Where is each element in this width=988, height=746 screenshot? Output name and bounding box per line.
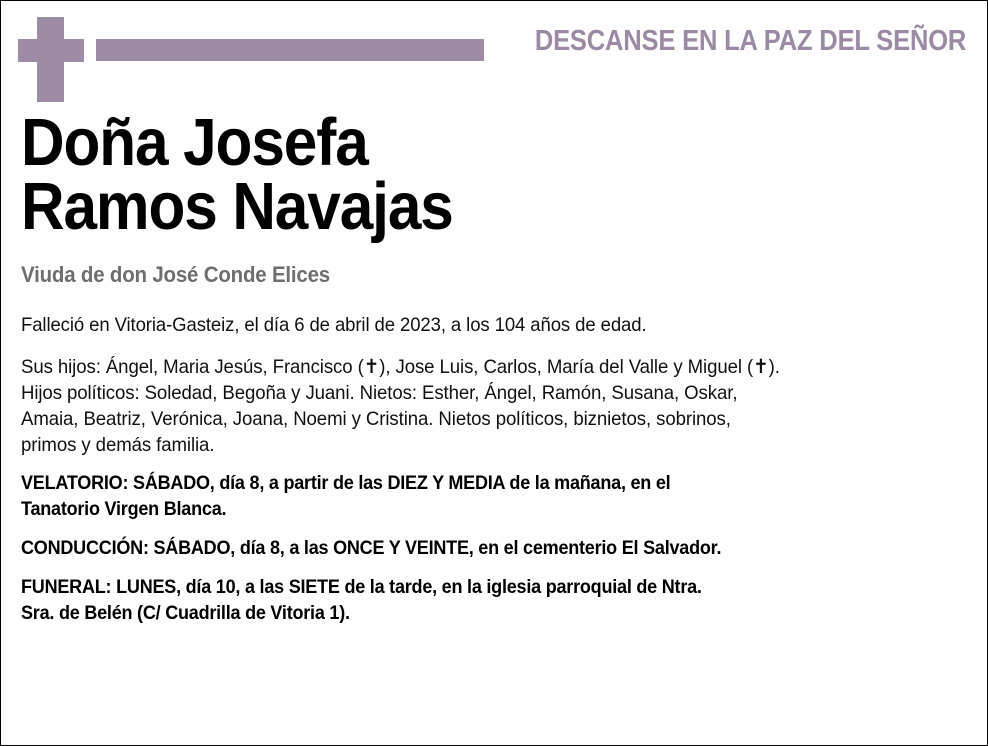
event-line: FUNERAL: LUNES, día 10, a las SIETE de la tarde, en la iglesia parroquial de Ntra. <box>21 575 702 598</box>
header-banner-text: DESCANSE EN LA PAZ DEL SEÑOR <box>534 25 966 57</box>
cross-horizontal-bar <box>18 39 84 62</box>
event-funeral <box>21 575 967 627</box>
notice-body <box>1 105 987 745</box>
event-line: CONDUCCIÓN: SÁBADO, día 8, a las ONCE Y VEINTE, en el cementerio El Salvador. <box>21 536 722 559</box>
spouse-line: Viuda de don José Conde Elices <box>21 261 330 287</box>
event-line: Sra. de Belén (C/ Cuadrilla de Vitoria 1). <box>21 601 350 624</box>
notice-header <box>1 1 987 105</box>
header-accent-rule <box>96 39 484 61</box>
event-velatorio <box>21 471 967 523</box>
family-line: primos y demás familia. <box>21 434 215 456</box>
deceased-name-line-2: Ramos Navajas <box>21 169 453 245</box>
death-announcement: Falleció en Vitoria-Gasteiz, el día 6 de abril de 2023, a los 104 años de edad. <box>21 313 647 336</box>
deceased-name <box>21 105 872 245</box>
event-line: Tanatorio Virgen Blanca. <box>21 498 227 521</box>
family-line: Hijos políticos: Soledad, Begoña y Juani. Nietos: Esther, Ángel, Ramón, Susana, Oskar, <box>21 381 738 404</box>
family-paragraph <box>21 354 967 459</box>
event-line: VELATORIO: SÁBADO, día 8, a partir de las DIEZ Y MEDIA de la mañana, en el <box>21 472 671 495</box>
latin-cross-icon <box>18 17 84 102</box>
family-line: Amaia, Beatriz, Verónica, Joana, Noemi y Cristina. Nietos políticos, biznietos, sobrinos, <box>21 407 731 430</box>
deceased-name-line-1: Doña Josefa <box>21 105 368 180</box>
event-conduccion <box>21 536 967 562</box>
family-line: Sus hijos: Ángel, Maria Jesús, Francisco (✝), Jose Luis, Carlos, María del Valle y Miguel (✝). <box>21 355 780 378</box>
